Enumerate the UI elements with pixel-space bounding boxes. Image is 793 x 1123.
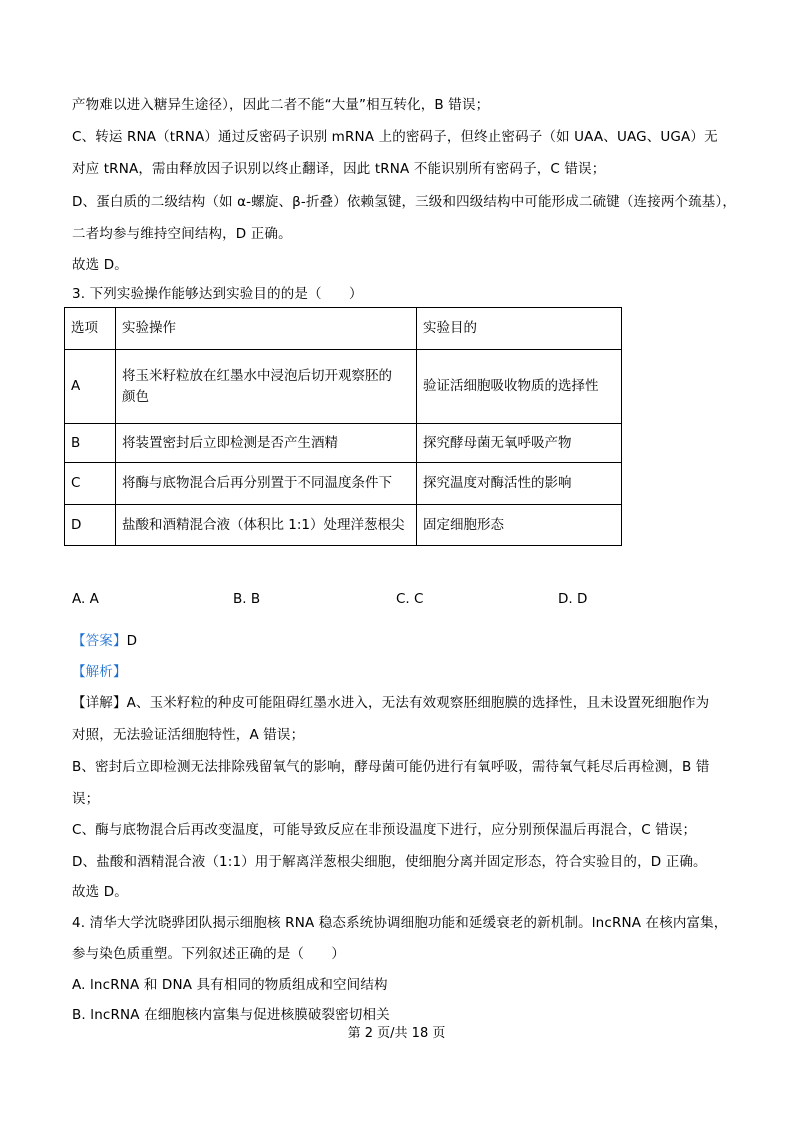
- text-line: 故选 D。: [72, 884, 128, 900]
- choice-text: A. lncRNA 和 DNA 具有相同的物质组成和空间结构: [72, 977, 388, 993]
- goal-cell: 探究温度对酶活性的影响: [417, 463, 622, 505]
- option-cell: A: [65, 350, 116, 424]
- question-4-stem: 参与染色质重塑。下列叙述正确的是（ ）: [72, 946, 345, 962]
- text-line: C、酶与底物混合后再改变温度，可能导致反应在非预设温度下进行，应分别预保温后再混合，C 错误；: [72, 822, 697, 838]
- text-line: 误；: [72, 791, 100, 807]
- answer-line: [72, 632, 137, 650]
- page-footer: 第 2 页/共 18 页: [347, 1026, 446, 1041]
- goal-cell: 固定细胞形态: [417, 505, 622, 546]
- answer-label: 答案: [85, 633, 113, 649]
- question-4-stem: 4. 清华大学沈晓骅团队揭示细胞核 RNA 稳态系统协调细胞功能和延缓衰老的新机制。lncRNA 在核内富集，: [72, 915, 728, 931]
- choice-text: B. lncRNA 在细胞核内富集与促进核膜破裂密切相关: [72, 1007, 390, 1023]
- choice-b: B. B: [233, 591, 261, 607]
- operation-cell: 将酶与底物混合后再分别置于不同温度条件下: [116, 463, 417, 505]
- question-3-stem: 3. 下列实验操作能够达到实验目的的是（ ）: [72, 286, 363, 302]
- operation-text: 颜色: [122, 388, 149, 405]
- text-line: D、蛋白质的二级结构（如 α-螺旋、β-折叠）依赖氢键，三级和四级结构中可能形成二硫键（连接两个巯基），: [72, 194, 736, 210]
- goal-cell: 探究酵母菌无氧呼吸产物: [417, 424, 622, 463]
- text-line: 对照，无法验证活细胞特性，A 错误；: [72, 727, 305, 743]
- table-header-cell: 选项: [65, 308, 116, 350]
- table-row: [65, 463, 622, 505]
- text-line: 产物难以进入糖异生途径），因此二者不能“大量”相互转化，B 错误；: [72, 97, 490, 113]
- table-row: [65, 350, 622, 424]
- text-line: C、转运 RNA（tRNA）通过反密码子识别 mRNA 上的密码子，但终止密码子（如 UAA、UAG、UGA）无: [72, 129, 718, 145]
- text-line: 故选 D。: [72, 257, 128, 273]
- option-cell: C: [65, 463, 116, 505]
- answer-bracket-open: 【: [72, 633, 86, 649]
- text-line: 二者均参与维持空间结构，D 正确。: [72, 226, 292, 242]
- text-line: 【详解】A、玉米籽粒的种皮可能阻碍红墨水进入，无法有效观察胚细胞膜的选择性，且未设置死细胞作为: [72, 695, 710, 711]
- analysis-heading: [72, 663, 127, 681]
- goal-cell: 验证活细胞吸收物质的选择性: [417, 350, 622, 424]
- table-row: [65, 424, 622, 463]
- text-line: D、盐酸和酒精混合液（1:1）用于解离洋葱根尖细胞，使细胞分离并固定形态，符合实验目的，D 正确。: [72, 854, 707, 870]
- experiment-table: [64, 307, 622, 546]
- table-row: [65, 505, 622, 546]
- analysis-label: 解析: [85, 664, 113, 680]
- table-header-cell: 实验操作: [116, 308, 417, 350]
- operation-cell: 盐酸和酒精混合液（体积比 1:1）处理洋葱根尖: [116, 505, 417, 546]
- option-cell: B: [65, 424, 116, 463]
- table-header-row: [65, 308, 622, 350]
- choice-d: D. D: [558, 591, 588, 607]
- answer-bracket-close: 】: [112, 633, 127, 649]
- text-line: B、密封后立即检测无法排除残留氧气的影响，酵母菌可能仍进行有氧呼吸，需待氧气耗尽后再检测，B 错: [72, 759, 710, 775]
- option-cell: D: [65, 505, 116, 546]
- table-header-cell: 实验目的: [417, 308, 622, 350]
- text-line: 对应 tRNA，需由释放因子识别以终止翻译，因此 tRNA 不能识别所有密码子，C 错误；: [72, 161, 606, 177]
- operation-text: 将玉米籽粒放在红墨水中浸泡后切开观察胚的: [122, 367, 392, 384]
- answer-value: D: [126, 633, 138, 649]
- choice-c: C. C: [396, 591, 424, 607]
- analysis-bracket-close: 】: [112, 664, 127, 680]
- operation-cell: 将装置密封后立即检测是否产生酒精: [116, 424, 417, 463]
- choice-a: A. A: [72, 591, 99, 607]
- operation-cell: [116, 350, 417, 424]
- analysis-bracket-open: 【: [72, 664, 86, 680]
